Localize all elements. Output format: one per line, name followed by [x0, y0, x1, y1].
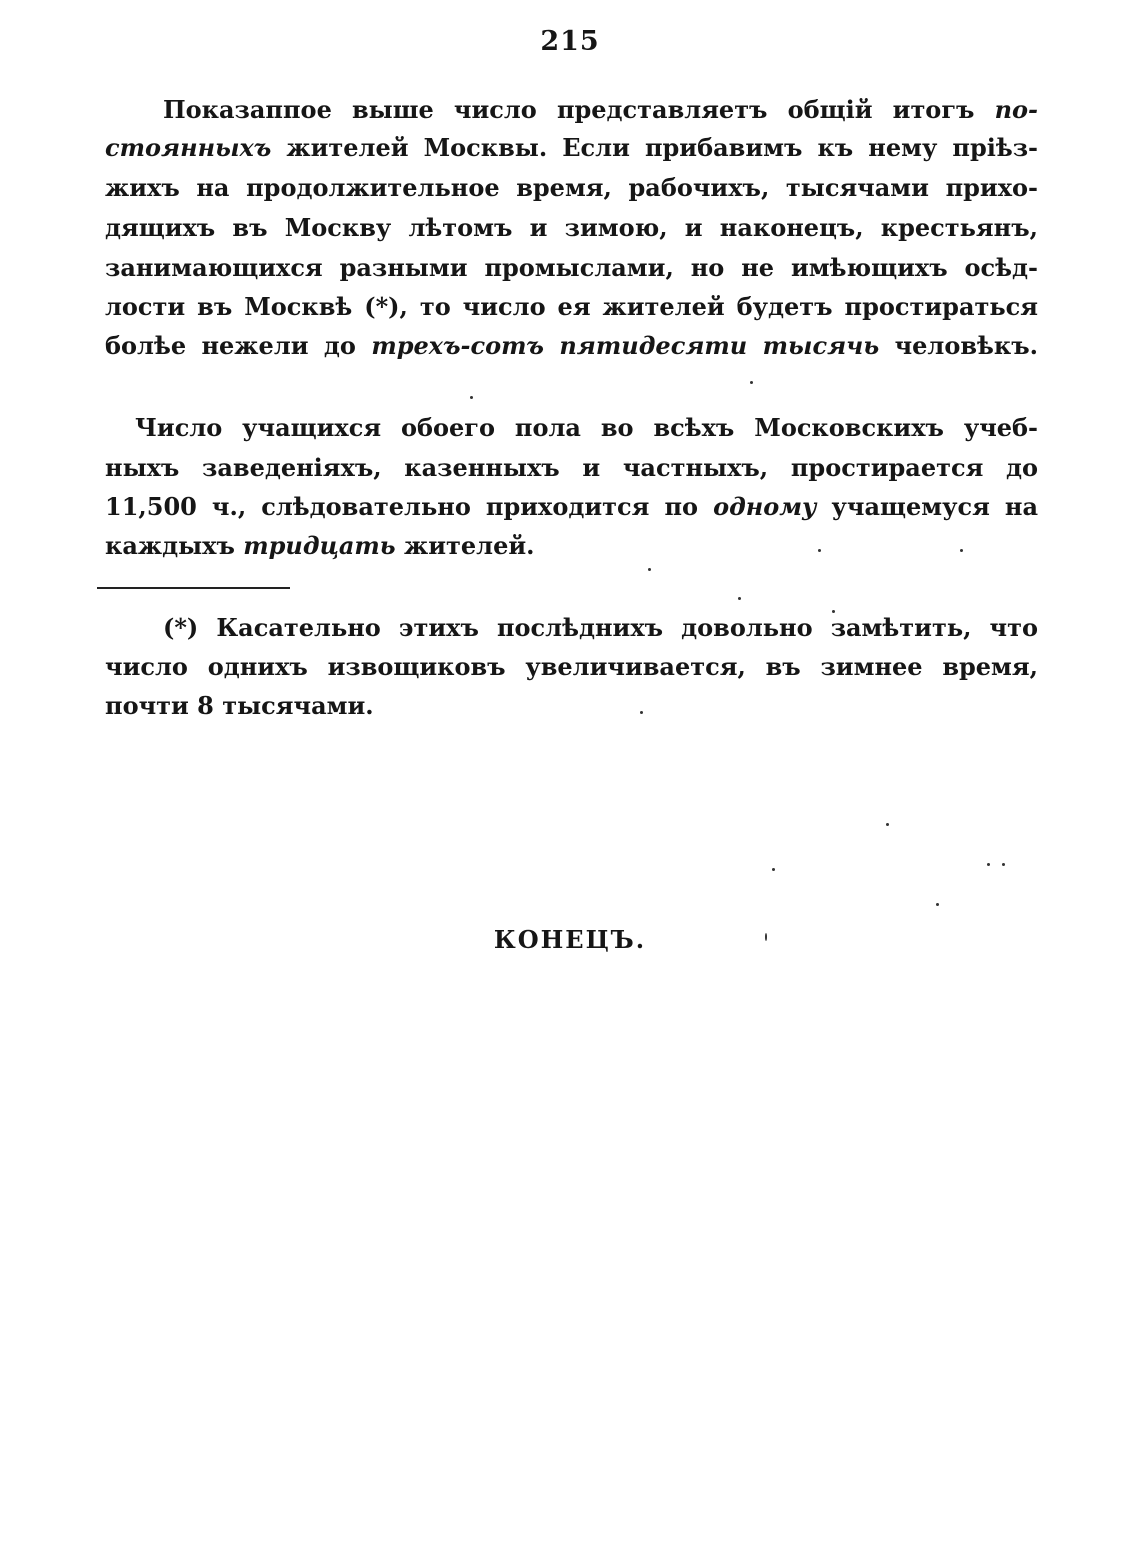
- text-line: занимающихся разными промыслами, но не имѣющихъ осѣд-: [105, 253, 1038, 282]
- text-line: жихъ на продолжительное время, рабочихъ, тысячами прихо-: [105, 173, 1038, 202]
- scan-speck: [470, 396, 473, 399]
- text-line: Число учащихся обоего пола во всѣхъ Московскихъ учеб-: [135, 413, 1038, 442]
- scan-speck: [772, 868, 775, 871]
- text-span: Показаппое выше число представляетъ общій итогъ: [163, 95, 995, 124]
- text-span: жителей.: [395, 531, 535, 560]
- italic-span: стоянныхъ: [105, 133, 272, 162]
- scan-speck: [640, 711, 643, 714]
- text-line: [105, 487, 1038, 527]
- scan-speck: [648, 568, 651, 571]
- italic-span: тридцать: [243, 531, 396, 560]
- text-line: [163, 90, 1038, 130]
- text-span: жителей Москвы. Если прибавимъ къ нему пріѣз-: [271, 133, 1038, 162]
- footnote-line: (*) Касательно этихъ послѣднихъ довольно замѣтить, что: [163, 613, 1038, 642]
- text-span: учащемуся на: [816, 492, 1038, 521]
- page-number: 215: [540, 26, 600, 57]
- scan-speck: [818, 549, 821, 552]
- end-word: КОНЕЦЪ.: [493, 925, 647, 954]
- scan-speck: [765, 933, 767, 941]
- footnote-divider: [97, 587, 290, 589]
- text-span: болѣе нежели до: [105, 331, 372, 360]
- scan-speck: [832, 610, 835, 613]
- text-span: человѣкъ.: [879, 331, 1038, 360]
- footnote-line: почти 8 тысячами.: [105, 691, 374, 720]
- scan-speck: [960, 549, 963, 552]
- scan-speck: [738, 597, 741, 600]
- text-line: [105, 526, 1038, 566]
- scan-speck: [1002, 863, 1005, 866]
- scan-speck: [936, 903, 939, 906]
- text-line: дящихъ въ Москву лѣтомъ и зимою, и наконецъ, крестьянъ,: [105, 213, 1038, 242]
- italic-span: одному: [713, 492, 817, 521]
- footnote-line: число однихъ извощиковъ увеличивается, въ зимнее время,: [105, 652, 1038, 681]
- scan-speck: [886, 823, 889, 826]
- text-span: 11,500 ч., слѣдовательно приходится по: [105, 492, 714, 521]
- scan-speck: [987, 863, 990, 866]
- text-line: [105, 128, 1038, 168]
- scan-speck: [750, 381, 753, 384]
- text-line: [105, 326, 1038, 366]
- text-line: ныхъ заведеніяхъ, казенныхъ и частныхъ, простирается до: [105, 453, 1038, 482]
- italic-span: трехъ-сотъ пятидесяти тысячь: [371, 331, 880, 360]
- italic-span: по-: [994, 95, 1038, 124]
- text-line: лости въ Москвѣ (*), то число ея жителей будетъ простираться: [105, 292, 1038, 321]
- text-span: каждыхъ: [105, 531, 244, 560]
